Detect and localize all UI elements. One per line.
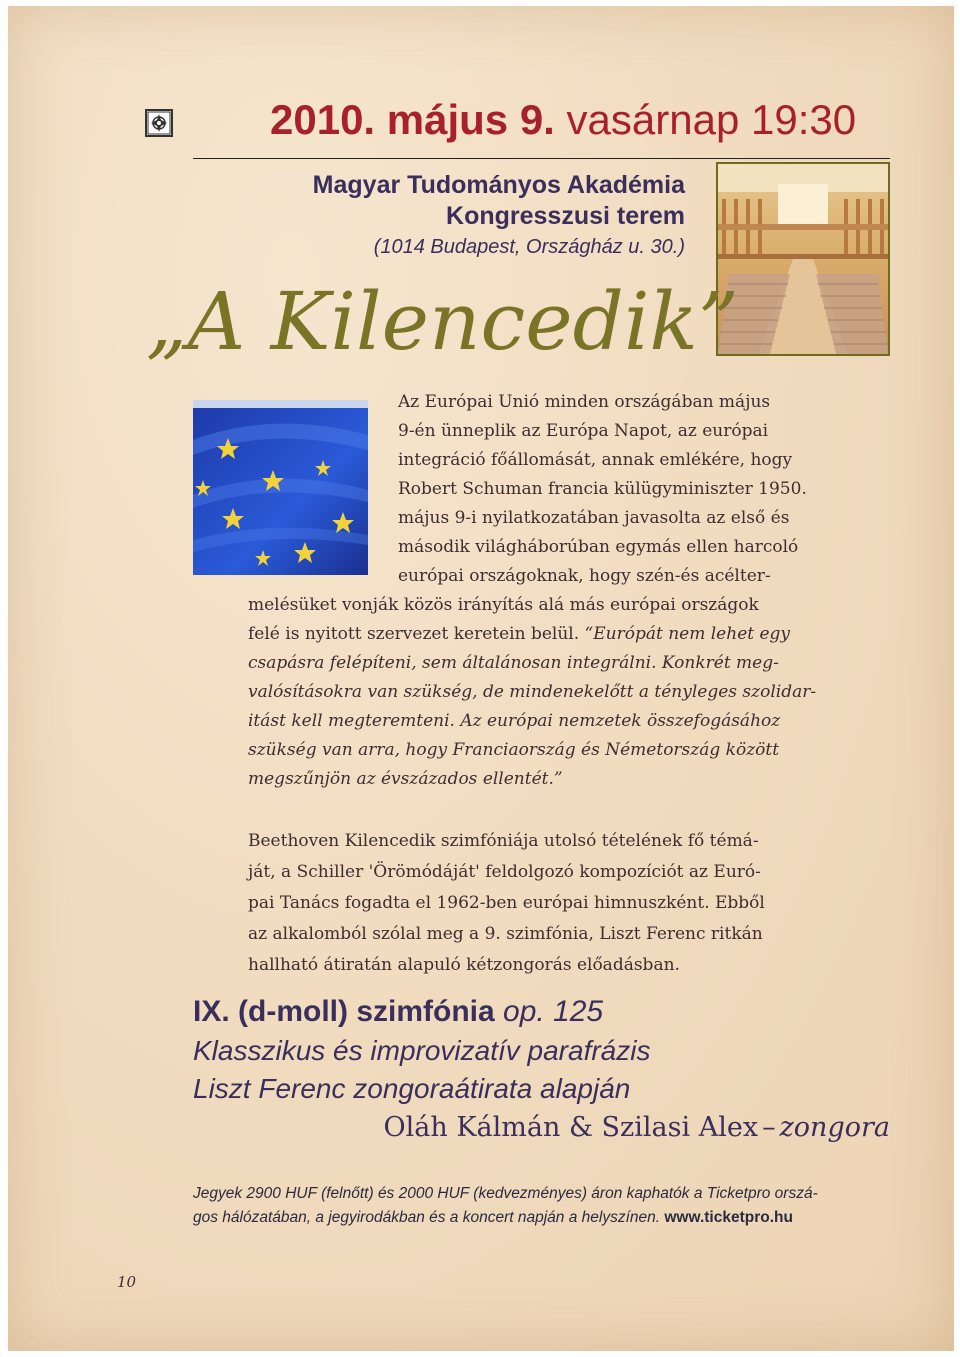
concert-title xyxy=(146,272,739,372)
performer-names: Oláh Kálmán & Szilasi Alex xyxy=(383,1112,759,1143)
schuman-quote-line: megszűnjön az évszázados ellentét.” xyxy=(248,769,563,789)
title-text: A Kilencedik xyxy=(187,275,698,368)
schuman-quote-line: itást kell megteremteni. Az európai nemzetek összefogásához xyxy=(248,711,781,731)
schuman-quote-line: szükség van arra, hogy Franciaország és Németország között xyxy=(248,740,780,760)
title-close-quote: ” xyxy=(697,275,739,368)
program-subtitle: Klasszikus és improvizatív parafrázis xyxy=(193,1035,651,1066)
program-block xyxy=(193,992,893,1108)
header-divider xyxy=(193,158,890,159)
article-line: az alkalomból szólal meg a 9. szimfónia, Liszt Ferenc ritkán xyxy=(248,924,763,944)
article-line: melésüket vonják közös irányítás alá más európai országok xyxy=(248,595,759,615)
performers xyxy=(193,1108,890,1148)
event-date-bold: 2010. május 9. xyxy=(270,96,555,143)
program-opus: op. 125 xyxy=(503,995,604,1028)
venue-hall: Kongresszusi terem xyxy=(446,202,685,230)
program-work-title: IX. (d-moll) szimfónia xyxy=(193,995,495,1028)
page xyxy=(8,6,954,1351)
article-line: 9-én ünneplik az Európa Napot, az európai xyxy=(398,421,769,441)
article-line: pai Tanács fogadta el 1962-ben európai himnuszként. Ebből xyxy=(248,893,765,913)
article-line: második világháborúban egymás ellen harcoló xyxy=(398,537,799,557)
schuman-quote-line: valósításokra van szükség, de mindenekelőtt a tényleges szolidar- xyxy=(248,682,817,702)
article-line: Beethoven Kilencedik szimfóniája utolsó tételének fő témá- xyxy=(248,831,759,851)
program-arrangement: Liszt Ferenc zongoraátirata alapján xyxy=(193,1073,631,1104)
article-line: hallható átiratán alapuló kétzongorás előadásban. xyxy=(248,955,680,975)
ticket-info xyxy=(193,1182,893,1230)
venue-name: Magyar Tudományos Akadémia xyxy=(312,171,685,199)
ticket-line-text: gos hálózatában, a jegyirodákban és a koncert napján a helyszínen. xyxy=(193,1209,665,1226)
performer-dash: – xyxy=(762,1112,776,1143)
concert-hall-photo xyxy=(716,162,890,356)
article-paragraph-2 xyxy=(248,826,892,981)
ticket-line: Jegyek 2900 HUF (felnőtt) és 2000 HUF (kedvezményes) áron kaphatók a Ticketpro orszá- xyxy=(193,1185,818,1202)
event-date xyxy=(270,90,892,150)
schuman-quote-start: “Európát nem lehet egy xyxy=(579,624,791,644)
article-line: Robert Schuman francia külügyminiszter 1950. xyxy=(398,479,807,499)
schuman-quote-line: csapásra felépíteni, sem általánosan integrálni. Konkrét meg- xyxy=(248,653,779,673)
program-work xyxy=(193,992,893,1032)
performer-role: zongora xyxy=(779,1112,890,1143)
article-line: európai országoknak, hogy szén-és acélter- xyxy=(398,566,771,586)
ticket-line xyxy=(193,1206,893,1230)
ticketpro-link[interactable]: www.ticketpro.hu xyxy=(664,1209,793,1226)
article-line: május 9-i nyilatkozatában javasolta az első és xyxy=(398,508,790,528)
venue-block xyxy=(200,170,685,262)
page-number: 10 xyxy=(117,1273,137,1291)
article-line-text: felé is nyitott szervezet keretein belül. xyxy=(248,624,580,644)
article-line xyxy=(248,620,892,649)
article-line: ját, a Schiller 'Örömódáját' feldolgozó kompozíciót az Euró- xyxy=(248,862,761,882)
article-paragraph-1 xyxy=(248,388,892,794)
event-weekday-time: vasárnap 19:30 xyxy=(554,96,857,143)
article-line: integráció főállomását, annak emlékére, hogy xyxy=(398,450,793,470)
ornament-icon xyxy=(145,109,173,137)
title-open-quote: „ xyxy=(146,275,188,368)
venue-address: (1014 Budapest, Országház u. 30.) xyxy=(373,236,685,258)
article-line: Az Európai Unió minden országában május xyxy=(398,392,771,412)
